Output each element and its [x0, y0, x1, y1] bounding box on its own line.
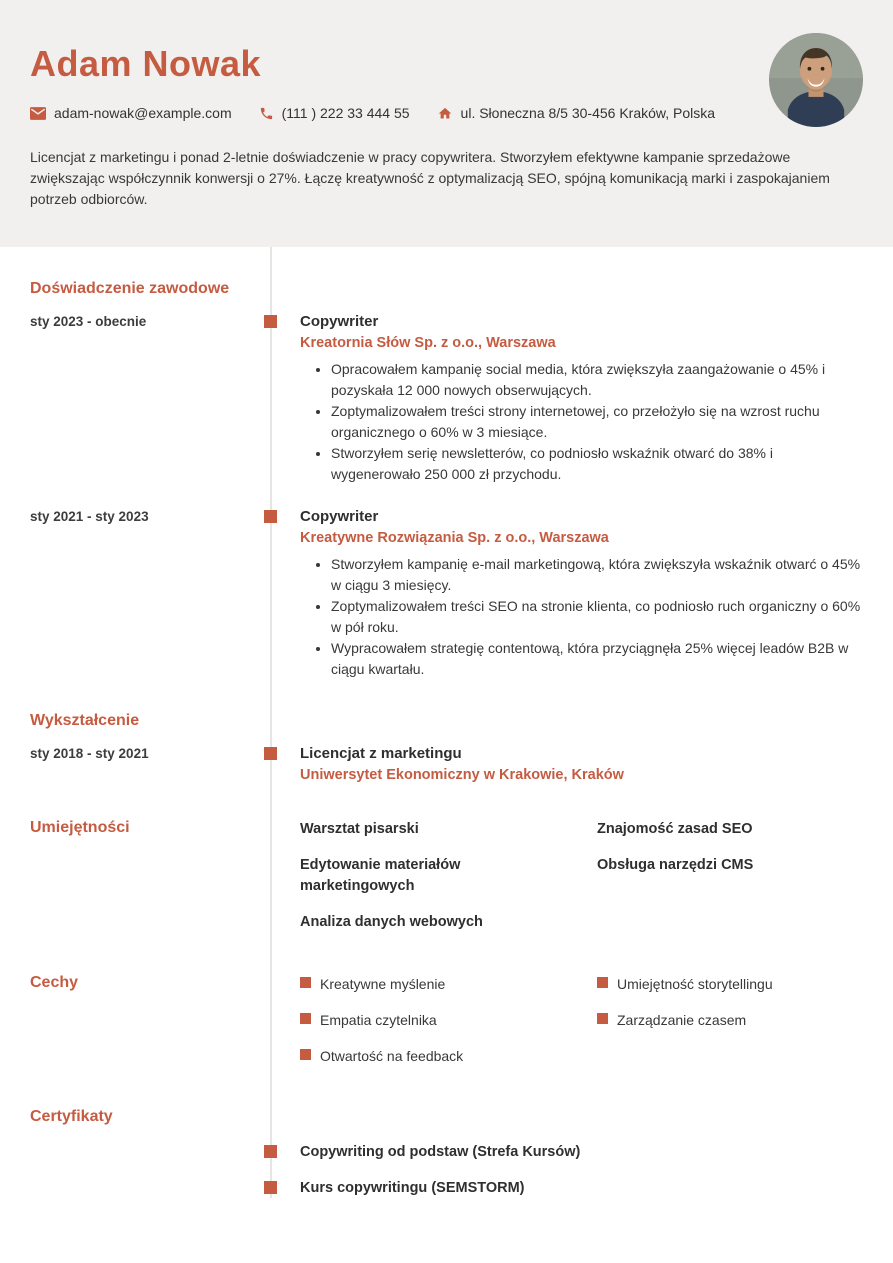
contact-row	[30, 105, 863, 121]
achievement-item: • Opracowałem kampanię social media, która zwiększyła zaangażowanie o 45% i pozyskała 12 000 nowych obserwujących.	[331, 359, 863, 401]
job-entry	[0, 507, 893, 680]
contact-phone	[259, 105, 410, 121]
trait-item	[300, 974, 597, 994]
skills-grid	[300, 819, 863, 948]
education-dates: sty 2018 - sty 2021	[30, 746, 149, 761]
phone-icon	[259, 106, 274, 121]
skills-column-2	[597, 819, 863, 948]
entry-square-marker	[264, 747, 277, 760]
resume-body	[0, 247, 893, 1198]
traits-column-2	[597, 974, 863, 1082]
trait-label: Kreatywne myślenie	[320, 976, 446, 992]
traits-column-1	[300, 974, 597, 1082]
section-experience-heading	[0, 247, 893, 298]
job-company: Kreatywne Rozwiązania Sp. z o.o., Warszawa	[300, 530, 609, 546]
job-company: Kreatornia Słów Sp. z o.o., Warszawa	[300, 335, 556, 351]
skill-item: Warsztat pisarski	[300, 821, 419, 837]
square-bullet-icon	[597, 1013, 608, 1024]
job-achievements-list	[300, 554, 863, 680]
trait-label: Zarządzanie czasem	[617, 1012, 747, 1028]
achievement-item: • Zoptymalizowałem treści SEO na stronie klienta, co podniosło ruch organiczny o 60% w pół roku.	[331, 596, 863, 638]
home-icon	[437, 106, 453, 121]
contact-email	[30, 105, 232, 121]
entry-square-marker	[264, 510, 277, 523]
section-title-certificates: Certyfikaty	[30, 1108, 113, 1125]
section-title-experience: Doświadczenie zawodowe	[30, 280, 230, 297]
job-title: Copywriter	[300, 313, 379, 330]
entry-square-marker	[264, 315, 277, 328]
skill-item: Znajomość zasad SEO	[597, 821, 753, 837]
section-title-traits: Cechy	[30, 974, 79, 991]
job-achievements-list	[300, 359, 863, 485]
trait-item	[300, 1010, 597, 1030]
section-traits	[0, 974, 893, 1082]
address-text: ul. Słoneczna 8/5 30-456 Kraków, Polska	[460, 105, 716, 121]
skills-column-1	[300, 819, 597, 948]
entry-square-marker	[264, 1145, 277, 1158]
achievement-item: • Wypracowałem strategię contentową, która przyciągnęła 25% więcej leadów B2B w ciągu kwartału.	[331, 638, 863, 680]
section-education-heading	[0, 712, 893, 730]
job-entry	[0, 312, 893, 485]
square-bullet-icon	[597, 977, 608, 988]
certificate-label: Copywriting od podstaw (Strefa Kursów)	[300, 1144, 581, 1160]
achievement-item: • Stworzyłem serię newsletterów, co podniosło wskaźnik otwarć do 38% i wygenerowało 250 000 zł przychodu.	[331, 443, 863, 485]
section-title-education: Wykształcenie	[30, 712, 140, 729]
section-skills	[0, 819, 893, 948]
skill-item: Obsługa narzędzi CMS	[597, 857, 754, 873]
education-school: Uniwersytet Ekonomiczny w Krakowie, Kraków	[300, 767, 624, 783]
section-title-skills: Umiejętności	[30, 819, 130, 836]
job-title: Copywriter	[300, 508, 379, 525]
skill-item: Analiza danych webowych	[300, 914, 483, 930]
trait-label: Otwartość na feedback	[320, 1048, 464, 1064]
email-text: adam-nowak@example.com	[54, 105, 232, 121]
traits-grid	[300, 974, 863, 1082]
trait-item	[597, 974, 863, 994]
square-bullet-icon	[300, 977, 311, 988]
certificate-entry	[0, 1178, 893, 1198]
profile-summary: Licencjat z marketingu i ponad 2-letnie doświadczenie w pracy copywritera. Stworzyłem efektywne kampanie sprzedażowe zwiększając współczynnik konwersji o 27%. Łączę kreatywność z optymalizacją SEO, spójną komunikacją marki i zaspokajaniem potrzeb odbiorców.	[30, 149, 830, 207]
candidate-name: Adam Nowak	[30, 43, 262, 84]
entry-square-marker	[264, 1181, 277, 1194]
trait-label: Umiejętność storytellingu	[617, 976, 773, 992]
achievement-item: • Stworzyłem kampanię e-mail marketingową, która zwiększyła wskaźnik otwarć o 45% w ciągu 3 miesięcy.	[331, 554, 863, 596]
section-certificates-heading	[0, 1108, 893, 1126]
certificate-label: Kurs copywritingu (SEMSTORM)	[300, 1180, 525, 1196]
square-bullet-icon	[300, 1049, 311, 1060]
avatar-image	[769, 33, 863, 127]
contact-address	[437, 105, 716, 121]
profile-photo	[769, 33, 863, 127]
trait-label: Empatia czytelnika	[320, 1012, 437, 1028]
job-dates: sty 2021 - sty 2023	[30, 509, 149, 524]
trait-item	[597, 1010, 863, 1030]
trait-item	[300, 1046, 597, 1066]
certificate-entry	[0, 1142, 893, 1162]
job-dates: sty 2023 - obecnie	[30, 314, 147, 329]
education-entry	[0, 744, 893, 785]
resume-header	[0, 0, 893, 247]
education-degree: Licencjat z marketingu	[300, 745, 462, 762]
envelope-icon	[30, 107, 46, 120]
phone-text: (111 ) 222 33 444 55	[281, 105, 410, 121]
achievement-item: • Zoptymalizowałem treści strony internetowej, co przełożyło się na wzrost ruchu organicznego o 60% w 3 miesiące.	[331, 401, 863, 443]
skill-item: Edytowanie materiałów marketingowych	[300, 857, 461, 894]
square-bullet-icon	[300, 1013, 311, 1024]
